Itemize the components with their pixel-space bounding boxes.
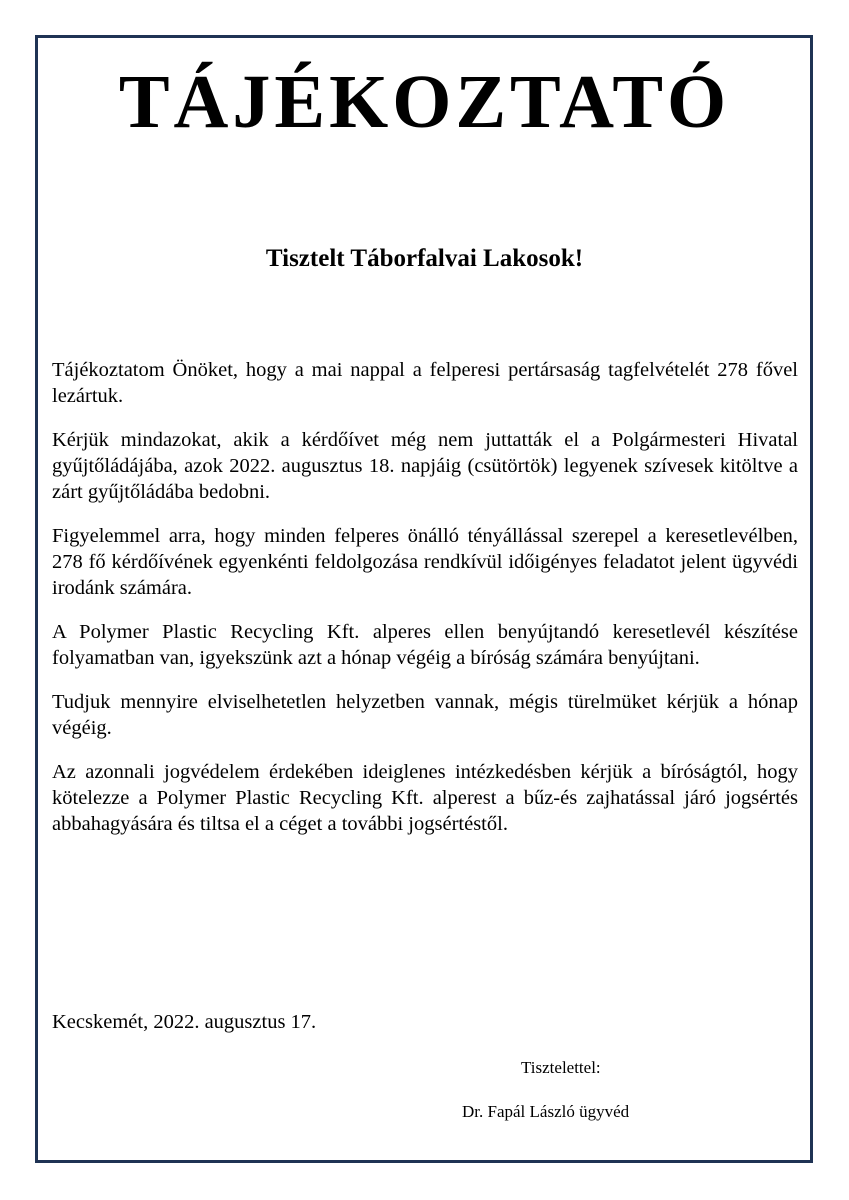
- paragraph-6: Az azonnali jogvédelem érdekében ideiglenes intézkedésben kérjük a bíróságtól, hogy kötelezze a Polymer Plastic Recycling Kft. alperest a bűz-és zajhatással járó jogsértés abbahagyására és tiltsa el a céget a további jogsértéstől.: [52, 761, 798, 835]
- document-title: TÁJÉKOZTATÓ: [118, 60, 731, 144]
- document-body: [52, 357, 798, 855]
- place-date: Kecskemét, 2022. augusztus 17.: [52, 1011, 317, 1033]
- salutation: Tisztelt Táborfalvai Lakosok!: [265, 245, 584, 272]
- paragraph-1: Tájékoztatom Önöket, hogy a mai nappal a felperesi pertársaság tagfelvételét 278 fővel lezártuk.: [52, 359, 798, 407]
- paragraph-4: A Polymer Plastic Recycling Kft. alperes ellen benyújtandó keresetlevél készítése folyamatban van, igyekszünk azt a hónap végéig a bíróság számára benyújtani.: [52, 621, 798, 669]
- paragraph-5: Tudjuk mennyire elviselhetetlen helyzetben vannak, mégis türelmüket kérjük a hónap végéig.: [52, 691, 798, 739]
- closing-line: Tisztelettel:: [521, 1058, 601, 1077]
- signature: Dr. Fapál László ügyvéd: [462, 1102, 630, 1121]
- paragraph-2: Kérjük mindazokat, akik a kérdőívet még nem juttatták el a Polgármesteri Hivatal gyűjtőládájába, azok 2022. augusztus 18. napjáig (csütörtök) legyenek szívesek kitöltve a zárt gyűjtőládába bedobni.: [52, 429, 798, 503]
- paragraph-3: Figyelemmel arra, hogy minden felperes önálló tényállással szerepel a keresetlevélben, 278 fő kérdőívének egyenkénti feldolgozása rendkívül időigényes feladatot jelent ügyvédi irodánk számára.: [52, 525, 798, 599]
